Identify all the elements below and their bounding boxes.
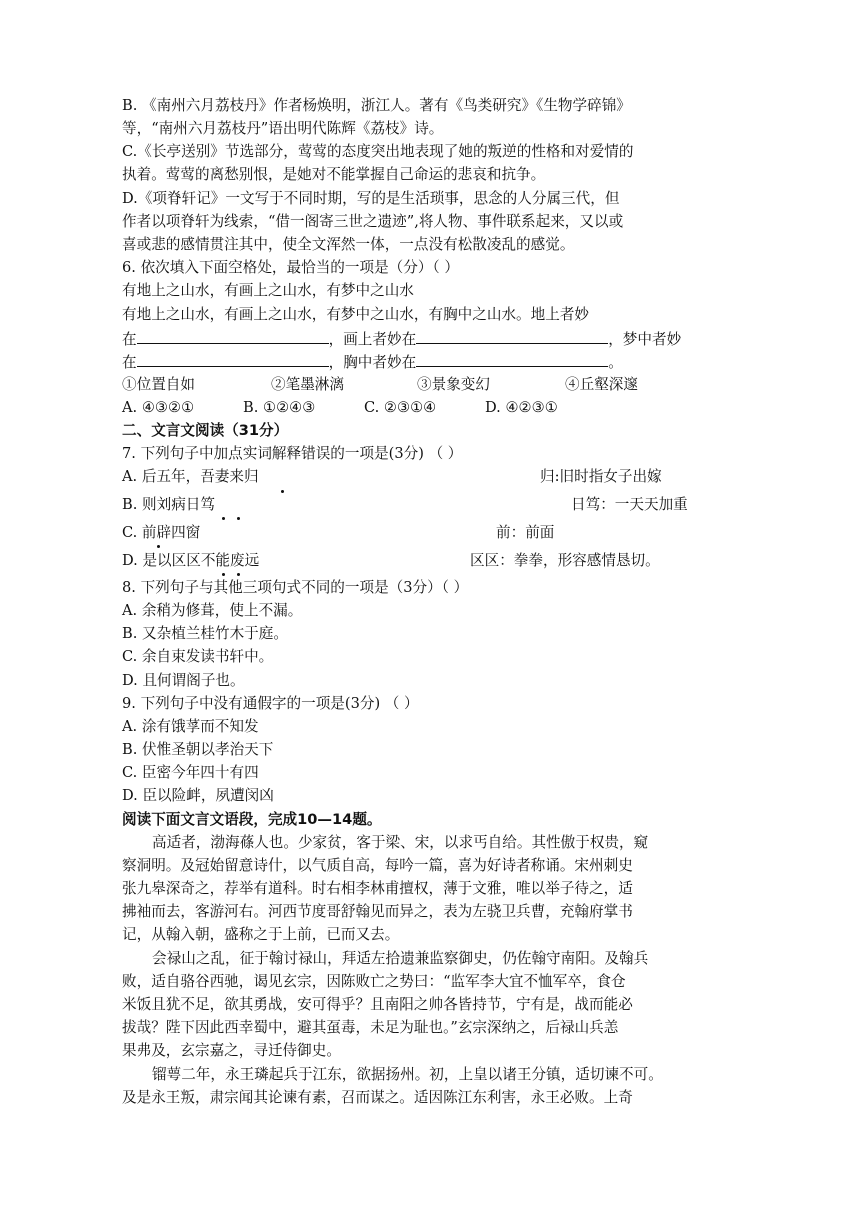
passage-line: 镏萼二年，永王璘起兵于江东，欲据扬州。初，上皇以诸王分镇，适切谏不可。 <box>152 1066 663 1083</box>
option-c-line-2: 执着。莺莺的离愁别恨，是她对不能掌握自己命运的悲哀和抗争。 <box>122 166 546 183</box>
passage-line: 察洞明。及冠始留意诗什，以气质自高，每吟一篇，喜为好诗者称诵。宋州刺史 <box>122 857 633 874</box>
q7-option-b: B. 则刘病日笃 <box>122 496 215 513</box>
phrase-option-4: ④丘壑深邃 <box>565 376 638 393</box>
question-6: 6. 依次填入下面空格处，最恰当的一项是（分）（ ） <box>122 259 459 276</box>
passage-line: 米饭且犹不足，欲其勇战，安可得乎？且南阳之帅各皆持节，宁有是，战而能必 <box>122 996 633 1013</box>
phrase-option-2: ②笔墨淋漓 <box>271 376 344 393</box>
q9-option-c: C. 臣密今年四十有四 <box>122 764 259 781</box>
fill-text: 。 <box>608 354 623 371</box>
option-d-line-3: 喜或悲的感情贯注其中，使全文浑然一体，一点没有松散凌乱的感觉。 <box>122 236 575 253</box>
fill-blank-row-1 <box>122 327 681 351</box>
fill-text: ，梦中者妙 <box>608 331 682 348</box>
emphasis-dot <box>222 517 225 520</box>
fill-text: ，画上者妙在 <box>328 331 417 348</box>
option-d-line-2: 作者以项脊轩为线索，“借一阁寄三世之遗迹”,将人物、事件联系起来，又以或 <box>122 213 624 230</box>
emphasis-dot <box>281 490 284 493</box>
phrase-options <box>122 374 638 396</box>
fill-text: ，胸中者妙在 <box>328 354 417 371</box>
q8-option-a: A. 余稍为修葺，使上不漏。 <box>122 602 303 619</box>
q8-option-c: C. 余自束发读书轩中。 <box>122 648 274 665</box>
answer-option-b: B. ①②④③ <box>243 399 316 416</box>
answer-option-c: C. ②③①④ <box>364 399 437 416</box>
q7-option-b-gloss: 日笃：一天天加重 <box>571 496 688 513</box>
fill-text: 在 <box>122 331 137 348</box>
q7-option-c-gloss: 前：前面 <box>496 524 555 541</box>
passage-line: 记，从翰入朝，盛称之于上前，已而又去。 <box>122 926 400 943</box>
fill-blank <box>137 350 329 367</box>
question-6-line-1: 有地上之山水，有画上之山水，有梦中之山水 <box>122 282 414 299</box>
passage-line: 高适者，渤海蓧人也。少家贫，客于梁、宋，以求丐自给。其性傲于权贵，窥 <box>152 834 649 851</box>
emphasis-dot <box>222 573 225 576</box>
answer-option-d: D. ④②③① <box>485 399 558 416</box>
passage-line: 张九皋深奇之，荐举有道科。时右相李林甫擅权，薄于文雅，唯以举子待之，适 <box>122 880 633 897</box>
option-b-line-1: B. 《南州六月荔枝丹》作者杨焕明，浙江人。著有《鸟类研究》《生物学碎锦》 <box>122 97 631 114</box>
phrase-option-3: ③景象变幻 <box>417 376 490 393</box>
q7-option-a-gloss: 归:旧时指女子出嫁 <box>540 468 662 485</box>
q9-option-a: A. 涂有饿莩而不知发 <box>122 718 259 735</box>
passage-line: 会禄山之乱，征于翰讨禄山，拜适左拾遗兼监察御史，仍佐翰守南阳。及翰兵 <box>152 950 649 967</box>
passage-line: 拔哉？陛下因此西幸蜀中，避其虿毒，未足为耻也。”玄宗深纳之，后禄山兵恙 <box>122 1019 619 1036</box>
q8-option-b: B. 又杂植兰桂竹木于庭。 <box>122 625 288 642</box>
passage-line: 及是永王叛，肃宗闻其论谏有素，召而谋之。适因陈江东利害，永王必败。上奇 <box>122 1089 633 1106</box>
q7-option-d-gloss: 区区：拳拳，形容感情恳切。 <box>470 552 660 569</box>
fill-blank-row-2 <box>122 350 623 374</box>
q8-option-d: D. 且何谓阁子也。 <box>122 672 245 689</box>
q9-option-d: D. 臣以险衅，夙遭闵凶 <box>122 787 274 804</box>
passage-line: 败，适自骆谷西驰，谒见玄宗，因陈败亡之势曰：“监军李大宜不恤军卒，食仓 <box>122 973 626 990</box>
q9-option-b: B. 伏惟圣朝以孝治天下 <box>122 741 274 758</box>
q7-option-c: C. 前辟四窗 <box>122 524 201 541</box>
q7-option-d: D. 是以区区不能废远 <box>122 552 260 569</box>
question-7: 7. 下列句子中加点实词解释错误的一项是(3分) （ ） <box>122 445 463 462</box>
phrase-option-1: ①位置自如 <box>122 376 195 393</box>
question-6-line-2: 有地上之山水，有画上之山水，有梦中之山水，有胸中之山水。地上者妙 <box>122 306 590 323</box>
fill-blank <box>416 327 608 344</box>
passage-line: 拂袖而去，客游河右。河西节度哥舒翰见而异之，表为左骁卫兵曹，充翰府掌书 <box>122 903 633 920</box>
passage-line: 果弗及，玄宗嘉之，寻迁侍御史。 <box>122 1042 341 1059</box>
emphasis-dot <box>157 545 160 548</box>
fill-blank <box>137 327 329 344</box>
emphasis-dot <box>237 517 240 520</box>
answer-option-a: A. ④③②① <box>122 399 195 416</box>
option-c-line-1: C.《长亭送别》节选部分，莺莺的态度突出地表现了她的叛逆的性格和对爱情的 <box>122 143 634 160</box>
q7-option-a: A. 后五年，吾妻来归 <box>122 468 259 485</box>
option-b-line-2: 等，“南州六月荔枝丹”语出明代陈辉《荔枝》诗。 <box>122 120 444 137</box>
fill-text: 在 <box>122 354 137 371</box>
reading-instruction: 阅读下面文言文语段，完成10—14题。 <box>122 811 382 828</box>
option-d-line-1: D.《项脊轩记》一文写于不同时期，写的是生活琐事，思念的人分属三代，但 <box>122 190 620 207</box>
answer-options-6 <box>122 397 558 419</box>
question-8: 8. 下列句子与其他三项句式不同的一项是（3分）（ ） <box>122 579 469 596</box>
fill-blank <box>416 350 608 367</box>
question-9: 9. 下列句子中没有通假字的一项是(3分) （ ） <box>122 695 419 712</box>
section-heading: 二、文言文阅读（31分） <box>122 422 289 439</box>
emphasis-dot <box>237 573 240 576</box>
